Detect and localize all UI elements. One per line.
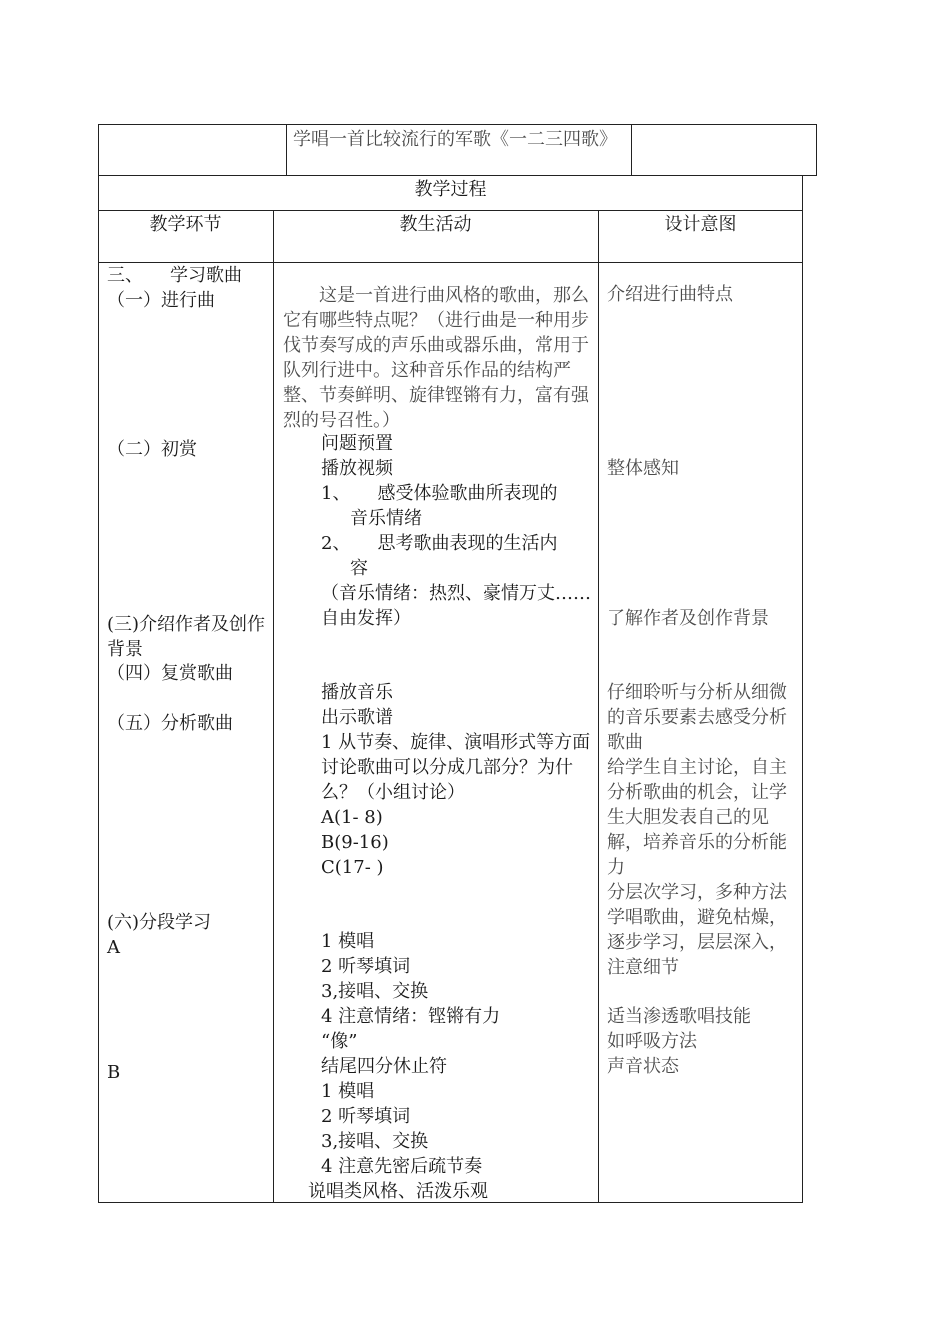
- activity-line: “像”: [321, 1031, 358, 1052]
- phase-march: （一）进行曲: [107, 290, 215, 311]
- activity-line: 2 听琴填词: [321, 1106, 411, 1127]
- activity-line: A(1- 8): [321, 807, 383, 828]
- activity-line: 说唱类风格、活泼乐观: [308, 1181, 488, 1202]
- activity-line: 出示歌谱: [321, 707, 393, 728]
- phase-analyze: （五）分析歌曲: [107, 713, 233, 734]
- activity-line: 2 听琴填词: [321, 956, 411, 977]
- intent-item: 适当渗透歌唱技能: [607, 1006, 751, 1027]
- intent-item: 介绍进行曲特点: [607, 284, 733, 305]
- activity-line: （音乐情绪：热烈、豪情万丈……: [321, 583, 591, 604]
- activity-line: 1、 感受体验歌曲所表现的: [321, 483, 558, 504]
- phase-part-b: B: [107, 1062, 121, 1083]
- intent-item: 给学生自主讨论，自主分析歌曲的机会，让学生大胆发表自己的见解，培养音乐的分析能力: [607, 757, 787, 878]
- activity-line: 3,接唱、交换: [321, 1131, 429, 1152]
- activity-line: 播放视频: [321, 458, 393, 479]
- header-phase: 教学环节: [149, 214, 222, 235]
- phase-part-a: A: [107, 937, 120, 958]
- phase-author-background: (三)介绍作者及创作背景: [107, 614, 266, 660]
- objective-text: 学唱一首比较流行的军歌《一二三四歌》: [293, 129, 617, 150]
- intent-item: 仔细聆听与分析从细微的音乐要素去感受分析歌曲: [607, 682, 787, 753]
- activity-line: 播放音乐: [321, 682, 393, 703]
- header-intent: 设计意图: [664, 214, 737, 235]
- activity-line: 音乐情绪: [350, 508, 422, 529]
- activity-line: 容: [350, 558, 368, 579]
- activity-line: 2、 思考歌曲表现的生活内: [321, 533, 558, 554]
- intent-item: 整体感知: [607, 458, 679, 479]
- phase-section-learning: (六)分段学习: [107, 912, 212, 933]
- activity-line: 自由发挥）: [321, 608, 411, 629]
- intent-item: 分层次学习，多种方法学唱歌曲，避免枯燥，逐步学习，层层深入，注意细节: [607, 882, 787, 978]
- activity-line: C(17- ): [321, 857, 384, 878]
- activity-line: 4 注意先密后疏节奏: [321, 1156, 483, 1177]
- intent-item: 了解作者及创作背景: [607, 608, 769, 629]
- activity-line: 3,接唱、交换: [321, 981, 429, 1002]
- intent-item: 如呼吸方法: [607, 1031, 697, 1052]
- activity-intro-paragraph: 这是一首进行曲风格的歌曲，那么它有哪些特点呢？（进行曲是一种用步伐节奏写成的声乐曲或器乐曲，常用于队列行进中。这种音乐作品的结构严整、节奏鲜明、旋律铿锵有力，富有强烈的号召性。）: [283, 285, 589, 431]
- header-activity: 教生活动: [399, 214, 472, 235]
- top-row-divider-1: [286, 124, 287, 176]
- column-divider-1: [273, 210, 274, 1203]
- activity-line: 4 注意情绪：铿锵有力: [321, 1006, 501, 1027]
- phase-first-listen: （二）初赏: [107, 439, 197, 460]
- activity-line: 1 模唱: [321, 931, 375, 952]
- activity-discussion-question: 1 从节奏、旋律、演唱形式等方面讨论歌曲可以分成几部分？为什么？（小组讨论）: [321, 732, 591, 803]
- column-divider-2: [598, 210, 599, 1203]
- intent-item: 声音状态: [607, 1056, 679, 1077]
- phase-learn-song: 三、 学习歌曲: [107, 265, 242, 286]
- title-row-bottom: [98, 210, 803, 211]
- activity-line: 结尾四分休止符: [321, 1056, 447, 1077]
- activity-line: 问题预置: [321, 433, 393, 454]
- phase-relisten: （四）复赏歌曲: [107, 663, 233, 684]
- activity-line: B(9-16): [321, 832, 389, 853]
- top-row-divider-2: [631, 124, 632, 176]
- section-title: 教学过程: [414, 179, 487, 200]
- activity-line: 1 模唱: [321, 1081, 375, 1102]
